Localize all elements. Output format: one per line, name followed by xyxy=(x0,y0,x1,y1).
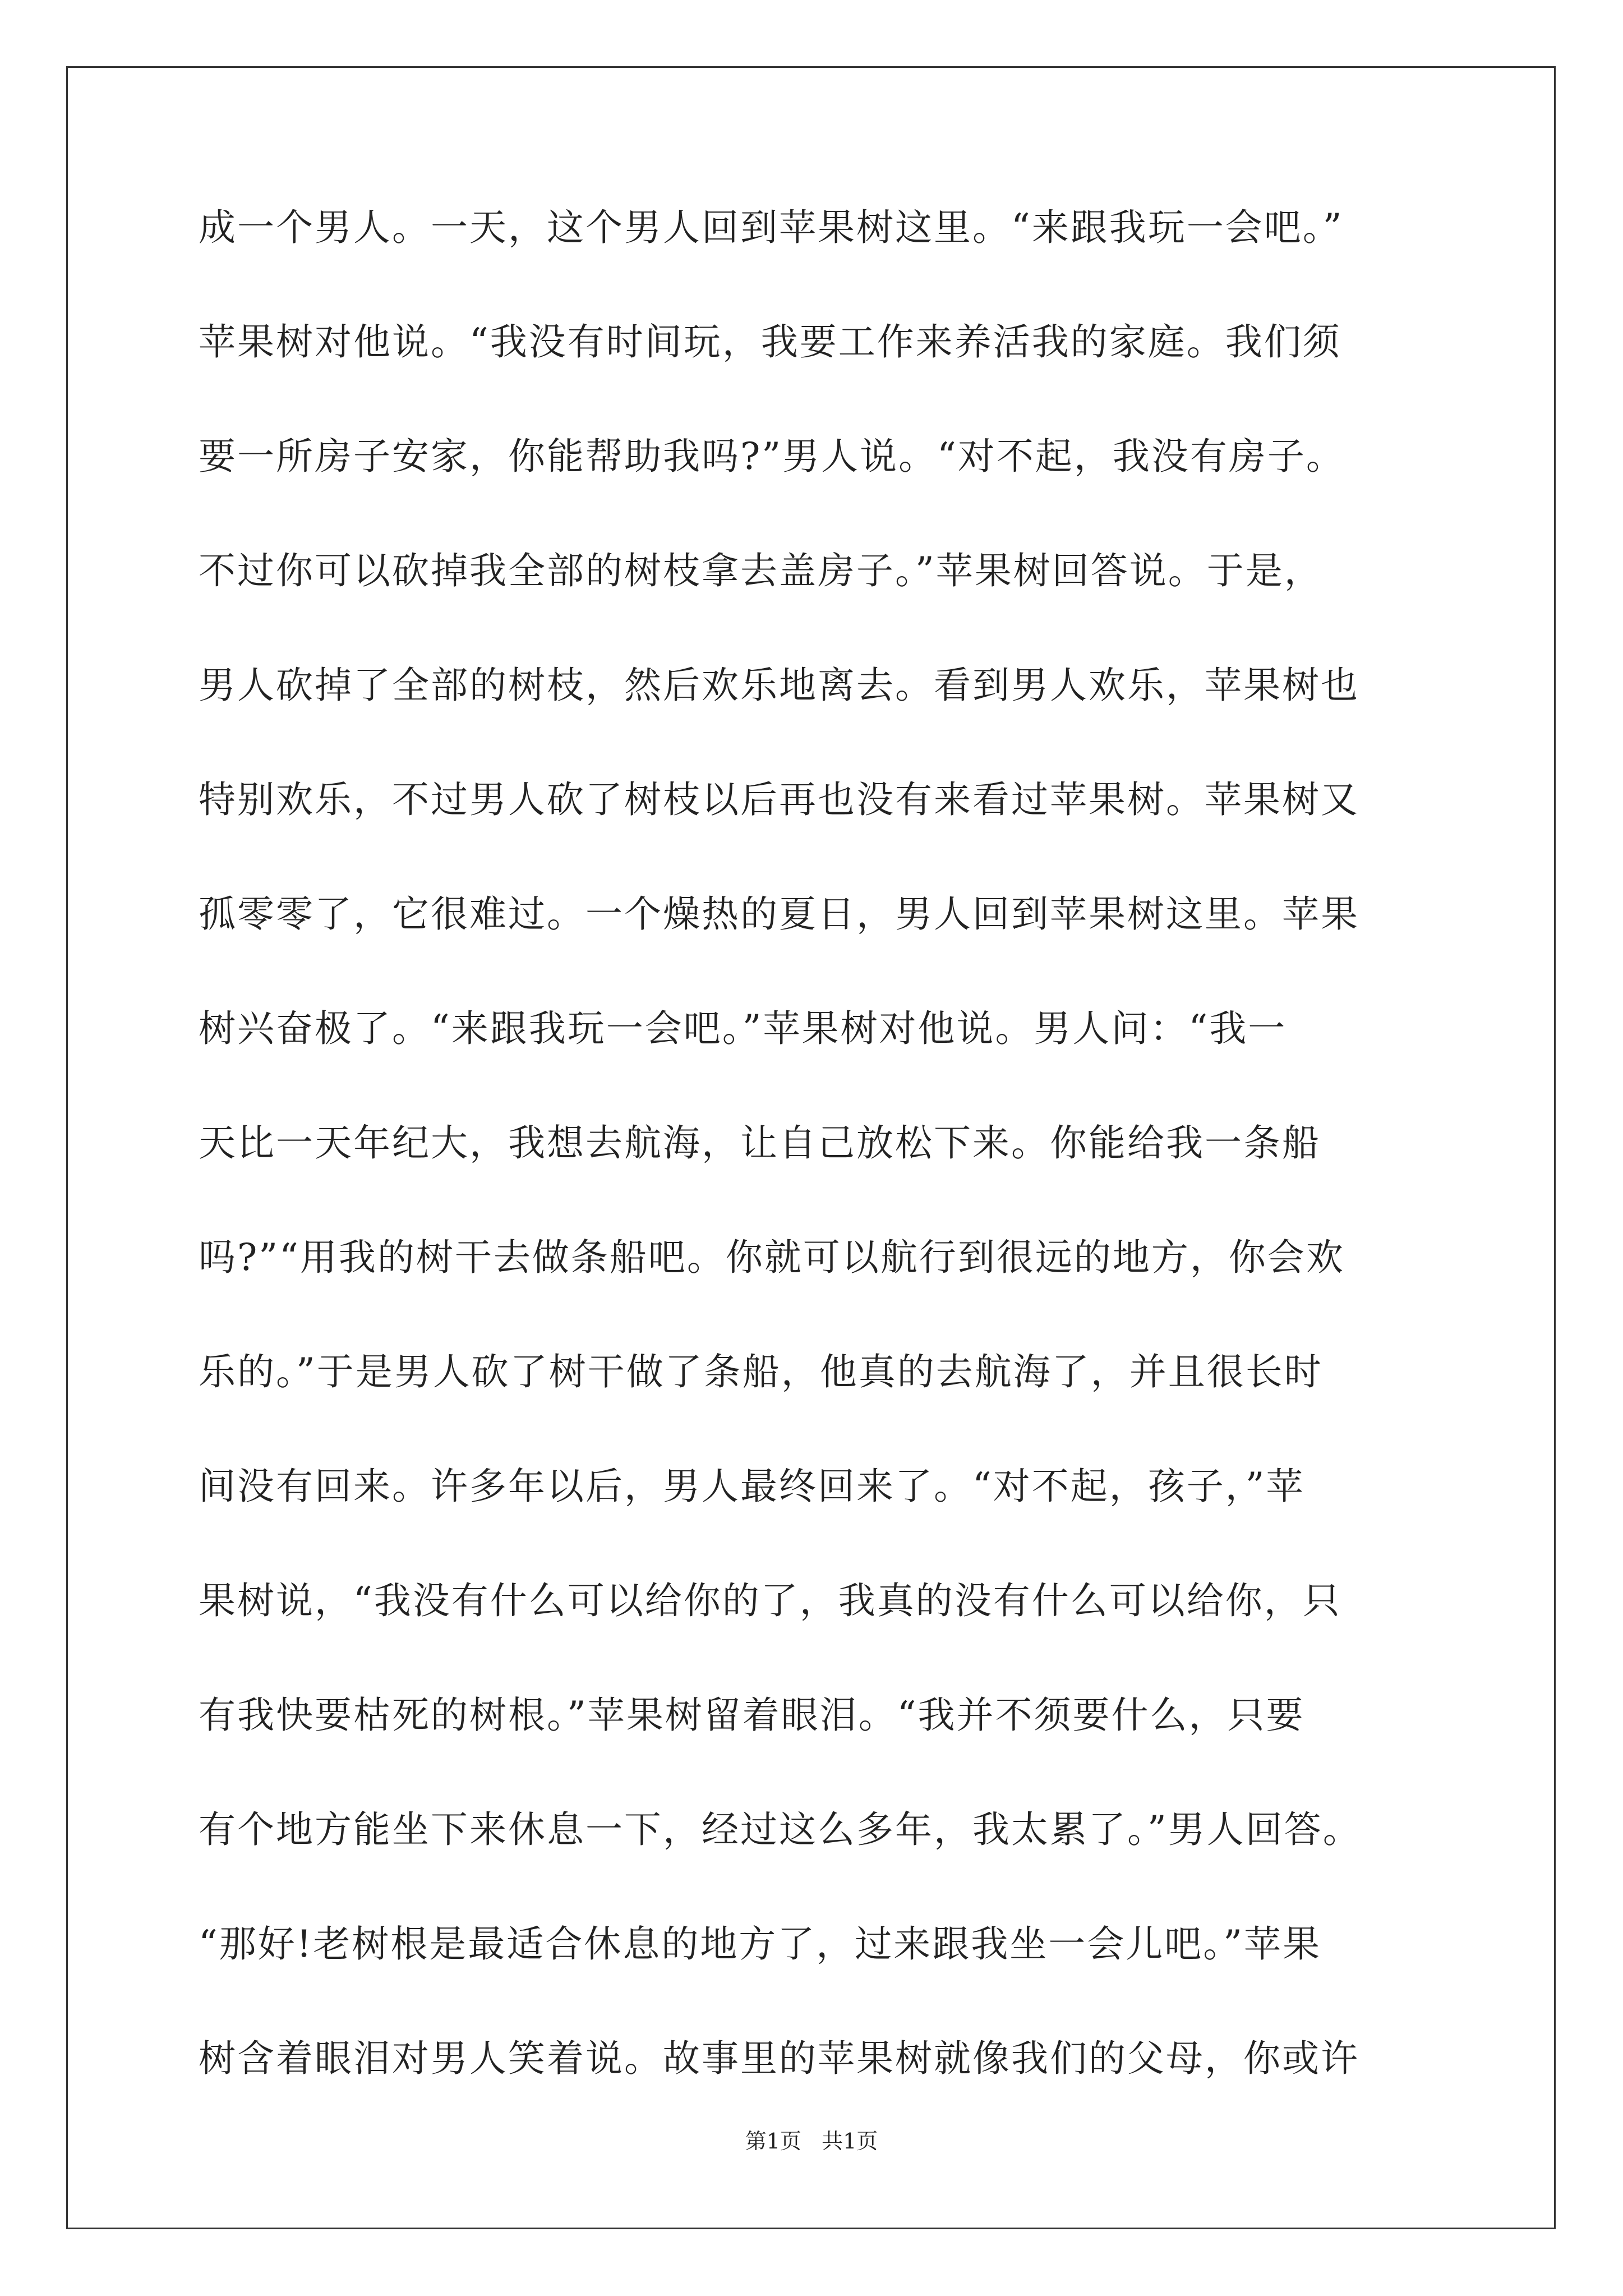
text-line-17: 树含着眼泪对男人笑着说。故事里的苹果树就像我们的父母，你或许 xyxy=(199,2037,1359,2080)
text-line-4: 不过你可以砍掉我全部的树枝拿去盖房子。”苹果树回答说。于是， xyxy=(199,549,1323,592)
page-number-footer: 第1页 共1页 xyxy=(745,2129,878,2154)
text-line-11: 乐的。”于是男人砍了树干做了条船，他真的去航海了，并且很长时 xyxy=(199,1350,1323,1393)
text-line-9: 天比一天年纪大，我想去航海，让自己放松下来。你能给我一条船 xyxy=(199,1121,1321,1165)
text-line-3: 要一所房子安家，你能帮助我吗?”男人说。“对不起，我没有房子。 xyxy=(199,435,1345,478)
document-body xyxy=(199,208,1432,2154)
text-line-2: 苹果树对他说。“我没有时间玩，我要工作来养活我的家庭。我们须 xyxy=(199,320,1341,364)
text-line-13: 果树说，“我没有什么可以给你的了，我真的没有什么可以给你，只 xyxy=(199,1579,1341,1622)
text-line-7: 孤零零了，它很难过。一个燥热的夏日，男人回到苹果树这里。苹果 xyxy=(199,892,1359,936)
text-line-10: 吗?”“用我的树干去做条船吧。你就可以航行到很远的地方，你会欢 xyxy=(199,1236,1345,1279)
text-line-8: 树兴奋极了。“来跟我玩一会吧。”苹果树对他说。男人问：“我一 xyxy=(199,1007,1287,1050)
text-line-6: 特别欢乐，不过男人砍了树枝以后再也没有来看过苹果树。苹果树又 xyxy=(199,778,1359,821)
text-line-5: 男人砍掉了全部的树枝，然后欢乐地离去。看到男人欢乐，苹果树也 xyxy=(199,664,1359,707)
text-line-15: 有个地方能坐下来休息一下，经过这么多年，我太累了。”男人回答。 xyxy=(199,1808,1362,1851)
text-line-14: 有我快要枯死的树根。”苹果树留着眼泪。“我并不须要什么，只要 xyxy=(199,1694,1305,1737)
text-line-1: 成一个男人。一天，这个男人回到苹果树这里。“来跟我玩一会吧。” xyxy=(199,206,1344,249)
text-line-12: 间没有回来。许多年以后，男人最终回来了。“对不起，孩子，”苹 xyxy=(199,1465,1305,1508)
text-line-16: “那好!老树根是最适合休息的地方了，过来跟我坐一会儿吧。”苹果 xyxy=(199,1922,1322,1966)
